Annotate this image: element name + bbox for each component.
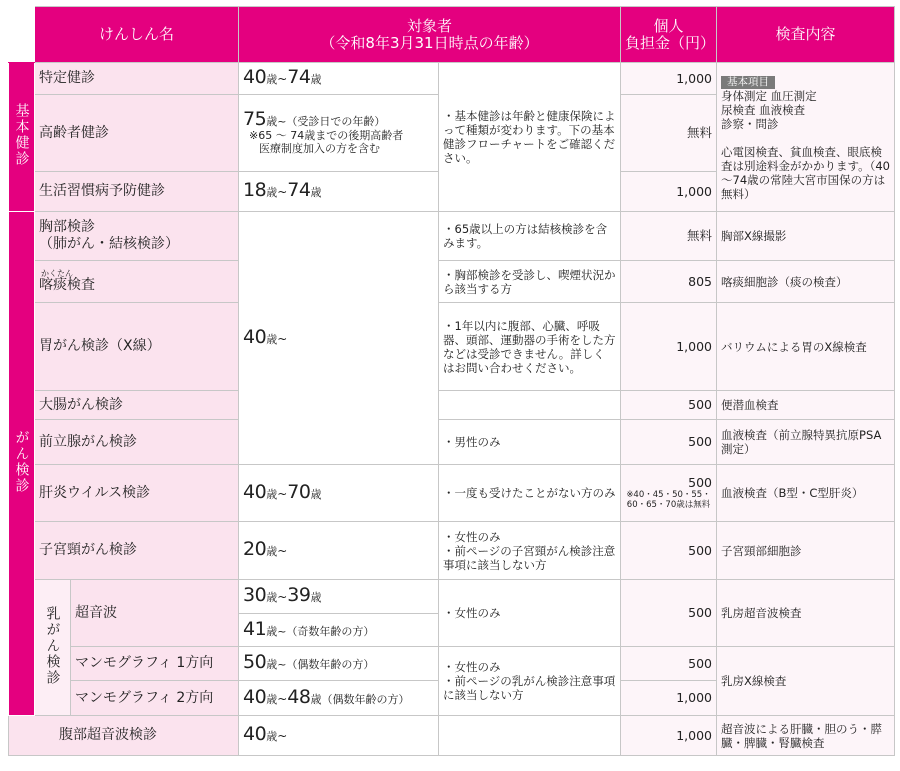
row-name: 前立腺がん検診 <box>35 420 239 465</box>
age-note: ※65 ～ 74歳までの後期高齢者 <box>249 128 404 142</box>
row-cost: 500 <box>621 522 717 580</box>
row-target <box>239 647 439 681</box>
age-unit: 歳 <box>310 186 322 199</box>
row-name: 大腸がん検診 <box>35 391 239 420</box>
row-cost: 1,000 <box>621 681 717 716</box>
age-to: 74 <box>287 179 311 201</box>
cancer-target <box>239 212 439 465</box>
table-row <box>9 212 895 261</box>
table-row <box>9 647 895 681</box>
age-note-2: 医療制度加入の方を含む <box>259 141 381 155</box>
age-unit: 歳 <box>266 658 278 671</box>
table-row <box>9 580 895 614</box>
age-unit: 歳 <box>310 487 322 501</box>
basic-content <box>717 63 895 212</box>
row-note-empty <box>439 391 621 420</box>
row-target <box>239 580 439 614</box>
age-tilde: ~ <box>277 590 288 604</box>
row-name-main: 喀痰検査 <box>39 276 95 293</box>
row-note-empty <box>439 716 621 756</box>
row-name: 子宮頸がん検診 <box>35 522 239 580</box>
row-note-2: ・前ページの子宮頸がん検診注意事項に該当しない方 <box>443 543 616 572</box>
age-from: 30 <box>243 584 267 606</box>
row-content: 子宮頸部細胞診 <box>717 522 895 580</box>
age-suffix: ~（奇数年齢の方） <box>277 624 375 638</box>
header-cost <box>621 7 717 63</box>
row-name <box>35 212 239 261</box>
row-cost: 500 <box>621 647 717 681</box>
header-target <box>239 7 621 63</box>
category-cancer-label: がん検診 <box>13 429 30 494</box>
category-basic-label: 基本健診 <box>13 103 30 167</box>
header-cost-sub: 負担金（円） <box>625 33 716 52</box>
age-from: 50 <box>243 651 267 673</box>
row-target <box>239 95 439 172</box>
row-note: ・一度も受けたことがない方のみ <box>439 465 621 522</box>
age-from: 20 <box>243 538 267 560</box>
age-tilde: ~ <box>277 486 288 501</box>
row-cost: 1,000 <box>621 303 717 391</box>
row-note-2: ・前ページの乳がん検診注意事項に該当しない方 <box>443 674 616 702</box>
age-to: 70 <box>287 480 311 503</box>
row-target <box>239 522 439 580</box>
row-cost: 500 <box>621 391 717 420</box>
age-unit: 歳 <box>266 114 278 128</box>
age-tilde: ~ <box>277 185 288 199</box>
row-name: 胃がん検診（X線） <box>35 303 239 391</box>
row-cost: 1,000 <box>621 63 717 95</box>
row-note-1: ・女性のみ <box>443 529 501 544</box>
basic-note: ・基本健診は年齢と健康保険によって種類が変わります。下の基本健診フローチャートをご確認ください。 <box>439 63 621 212</box>
basic-badge: 基本項目 <box>721 76 775 89</box>
age-to: 48 <box>287 685 311 708</box>
row-cost: 500 <box>621 420 717 465</box>
age-tilde: ~ <box>277 331 288 346</box>
table-row <box>9 465 895 522</box>
age-unit: 歳 <box>310 591 322 604</box>
age-from: 41 <box>243 617 267 640</box>
basic-extra: 心電図検査、貧血検査、眼底検査は別途料金がかかります。（40～74歳の常陸大宮市国保の方は無料） <box>721 144 890 201</box>
row-content: 便潜血検査 <box>717 391 895 420</box>
row-name: 腹部超音波検診 <box>9 716 239 756</box>
row-note <box>439 522 621 580</box>
age-from: 40 <box>243 325 267 348</box>
age-from: 40 <box>243 66 267 88</box>
age-unit: 歳 <box>266 545 278 558</box>
row-note: ・65歳以上の方は結核検診を含みます。 <box>439 212 621 261</box>
age-from: 18 <box>243 179 267 201</box>
row-cost: 1,000 <box>621 172 717 212</box>
age-suffix: ~（受診日での年齢） <box>277 114 386 128</box>
age-unit: 歳 <box>266 73 278 86</box>
table-row <box>9 420 895 465</box>
header-corner <box>9 7 35 63</box>
age-unit: 歳 <box>266 692 278 706</box>
header-target-title: 対象者 <box>407 16 453 35</box>
row-name: 高齢者健診 <box>35 95 239 172</box>
header-row <box>9 7 895 63</box>
age-from: 40 <box>243 723 267 745</box>
age-unit: 歳 <box>266 487 278 501</box>
row-cost-value: 500 <box>688 475 713 490</box>
age-unit: 歳 <box>310 692 322 706</box>
row-cost: 805 <box>621 261 717 303</box>
category-basic <box>9 63 35 212</box>
row-content: 血液検査（B型・C型肝炎） <box>717 465 895 522</box>
age-suffix: ~（偶数年齢の方） <box>277 658 375 671</box>
row-cost: 無料 <box>621 212 717 261</box>
basic-items-2: 尿検査 血液検査 <box>721 102 806 117</box>
age-unit: 歳 <box>266 332 278 346</box>
row-name: 生活習慣病予防健診 <box>35 172 239 212</box>
row-cost: 無料 <box>621 95 717 172</box>
age-from: 40 <box>243 480 267 503</box>
table-row <box>9 261 895 303</box>
table-row <box>9 522 895 580</box>
row-content: 乳房超音波検査 <box>717 580 895 647</box>
basic-items-3: 診察・問診 <box>721 116 779 131</box>
header-name: けんしん名 <box>35 7 239 63</box>
age-unit: 歳 <box>266 730 278 743</box>
age-from: 40 <box>243 685 267 708</box>
age-unit: 歳 <box>266 591 278 604</box>
row-target <box>239 681 439 716</box>
row-note: ・女性のみ <box>439 580 621 647</box>
row-target <box>239 614 439 647</box>
row-name: 超音波 <box>71 580 239 647</box>
table-row <box>9 716 895 756</box>
table-row <box>9 391 895 420</box>
row-target <box>239 716 439 756</box>
age-unit: 歳 <box>310 73 322 86</box>
row-note-1: ・女性のみ <box>443 660 501 674</box>
age-from: 75 <box>243 107 267 130</box>
kenshin-table <box>8 6 895 756</box>
row-name <box>35 261 239 303</box>
category-breast <box>35 580 71 716</box>
row-note: ・男性のみ <box>439 420 621 465</box>
row-content: 胸部X線撮影 <box>717 212 895 261</box>
row-name-main: 胸部検診 <box>39 219 95 235</box>
row-name: マンモグラフィ 2方向 <box>71 681 239 716</box>
age-tilde: ~ <box>277 72 288 86</box>
header-content: 検査内容 <box>717 7 895 63</box>
age-unit: 歳 <box>266 186 278 199</box>
row-content: 超音波による肝臓・胆のう・膵臓・脾臓・腎臓検査 <box>717 716 895 756</box>
age-tilde: ~ <box>277 729 288 743</box>
cost-note: ※40・45・50・55・60・65・70歳は無料 <box>626 490 711 510</box>
row-content: バリウムによる胃のX線検査 <box>717 303 895 391</box>
row-name: 特定健診 <box>35 63 239 95</box>
age-to: 74 <box>287 66 311 88</box>
row-cost: 500 <box>621 580 717 647</box>
row-name-sub: （肺がん・結核検診） <box>39 236 179 252</box>
ruby-text: かくたん <box>41 268 73 278</box>
row-target <box>239 172 439 212</box>
header-target-sub: （令和8年3月31日時点の年齢） <box>320 33 539 52</box>
age-suffix: （偶数年齢の方） <box>321 692 410 706</box>
row-content: 喀痰細胞診（痰の検査） <box>717 261 895 303</box>
table-row <box>9 303 895 391</box>
table-row <box>9 63 895 95</box>
row-note: ・胸部検診を受診し、喫煙状況から該当する方 <box>439 261 621 303</box>
basic-items-1: 身体測定 血圧測定 <box>721 88 817 103</box>
category-breast-label: 乳がん検診 <box>44 605 61 686</box>
category-cancer <box>9 212 35 716</box>
row-cost <box>621 465 717 522</box>
row-cost: 1,000 <box>621 716 717 756</box>
row-target <box>239 465 439 522</box>
row-name: 肝炎ウイルス検診 <box>35 465 239 522</box>
row-content: 血液検査（前立腺特異抗原PSA測定） <box>717 420 895 465</box>
mammo-note <box>439 647 621 716</box>
age-tilde: ~ <box>277 691 288 706</box>
row-note: ・1年以内に腹部、心臓、呼吸器、頭部、運動器の手術をした方などは受診できません。詳しくはお問い合わせください。 <box>439 303 621 391</box>
mammo-content: 乳房X線検査 <box>717 647 895 716</box>
age-to: 39 <box>287 584 311 606</box>
age-unit: 歳 <box>266 624 278 638</box>
header-cost-title: 個人 <box>653 16 684 35</box>
row-name: マンモグラフィ 1方向 <box>71 647 239 681</box>
age-tilde: ~ <box>277 544 288 558</box>
row-target <box>239 63 439 95</box>
